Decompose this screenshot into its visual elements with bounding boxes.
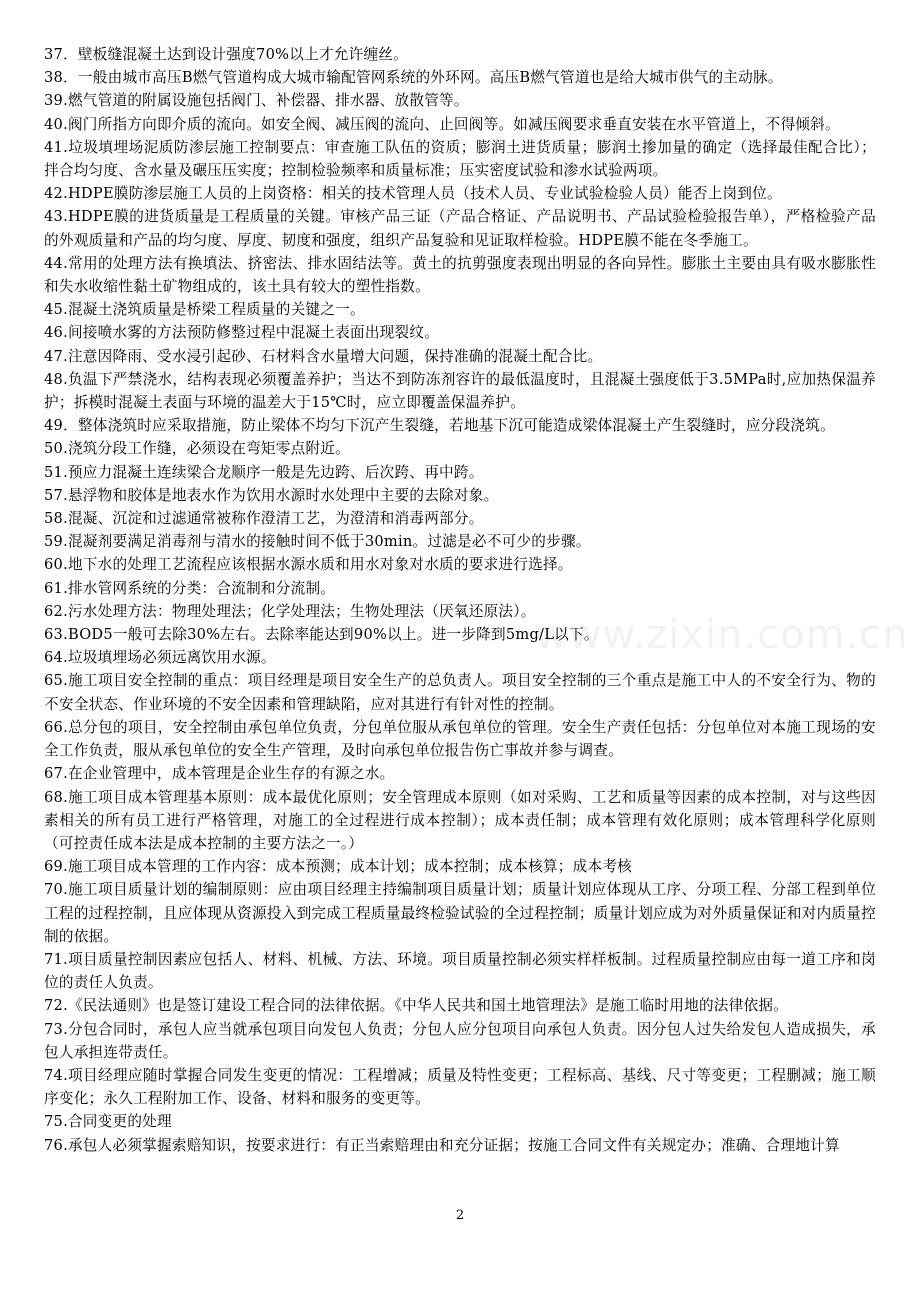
- list-item: 66.总分包的项目，安全控制由承包单位负责，分包单位服从承包单位的管理。安全生产责任包括：分包单位对本施工现场的安全工作负责，服从承包单位的安全生产管理，及时向承包单位报告伤亡事故并参与调查。: [44, 718, 876, 760]
- list-item: 74.项目经理应随时掌握合同发生变更的情况：工程增减；质量及特性变更；工程标高、基线、尺寸等变更；工程删减；施工顺序变化；永久工程附加工作、设备、材料和服务的变更等。: [44, 1066, 876, 1108]
- list-item: 65.施工项目安全控制的重点：项目经理是项目安全生产的总负责人。项目安全控制的三个重点是施工中人的不安全行为、物的不安全状态、作业环境的不安全因素和管理缺陷，应对其进行有针对性的控制。: [44, 672, 876, 713]
- list-item: 68.施工项目成本管理基本原则：成本最优化原则；安全管理成本原则（如对采购、工艺和质量等因素的成本控制，对与这些因素相关的所有员工进行严格管理，对施工的全过程进行成本控制）；成本责任制；成本管理有效化原则；成本管理科学化原则（可控责任成本法是成本控制的主要方法之一。）: [44, 788, 876, 852]
- list-item: 50.浇筑分段工作缝，必须设在弯矩零点附近。: [44, 440, 350, 458]
- list-item: 39.燃气管道的附属设施包括阀门、补偿器、排水器、放散管等。: [44, 92, 469, 110]
- list-item: 57.悬浮物和胶体是地表水作为饮用水源时水处理中主要的去除对象。: [44, 486, 499, 504]
- list-item: 58.混凝、沉淀和过滤通常被称作澄清工艺，为澄清和消毒两部分。: [44, 510, 484, 528]
- list-item: 72.《民法通则》也是签订建设工程合同的法律依据。《中华人民共和国土地管理法》是施工临时用地的法律依据。: [44, 997, 789, 1015]
- list-item: 59.混凝剂要满足消毒剂与清水的接触时间不低于30min。过滤是必不可少的步骤。: [44, 533, 591, 551]
- list-item: 70.施工项目质量计划的编制原则：应由项目经理主持编制项目质量计划；质量计划应体现从工序、分项工程、分部工程到单位工程的过程控制，且应体现从资源投入到完成工程质量最终检验试验的全过程控制；质量计划应成为对外质量保证和对内质量控制的依据。: [44, 881, 876, 945]
- list-item: 76.承包人必须掌握索赔知识，按要求进行：有正当索赔理由和充分证据；按施工合同文件有关规定办；准确、合理地计算: [44, 1136, 840, 1154]
- page-number: 2: [455, 1208, 465, 1223]
- list-item: 43.HDPE膜的进货质量是工程质量的关键。审核产品三证（产品合格证、产品说明书、产品试验检验报告单），严格检验产品的外观质量和产品的均匀度、厚度、韧度和强度，组织产品复验和见证取样检验。HDPE膜不能在冬季施工。: [44, 208, 876, 249]
- list-item: 75.合同变更的处理: [44, 1113, 172, 1131]
- list-item: 46.间接喷水雾的方法预防修整过程中混凝土表面出现裂纹。: [44, 324, 440, 342]
- list-item: 49．整体浇筑时应采取措施，防止梁体不均匀下沉产生裂缝，若地基下沉可能造成梁体混凝土产生裂缝时，应分段浇筑。: [44, 417, 835, 435]
- list-item: 63.BOD5一般可去除30%左右。去除率能达到90%以上。进一步降到5mg/L以下。: [44, 626, 599, 644]
- list-item: 61.排水管网系统的分类：合流制和分流制。: [44, 579, 336, 597]
- list-item: 44.常用的处理方法有换填法、挤密法、排水固结法等。黄土的抗剪强度表现出明显的各向异性。膨胀土主要由具有吸水膨胀性和失水收缩性黏土矿物组成的，该土具有较大的塑性指数。: [44, 254, 876, 296]
- list-item: 47.注意因降雨、受水浸引起砂、石材料含水量增大问题，保持准确的混凝土配合比。: [44, 347, 603, 365]
- list-item: 51.预应力混凝土连续梁合龙顺序一般是先边跨、后次跨、再中跨。: [44, 463, 484, 481]
- list-item: 64.垃圾填埋场必须远离饮用水源。: [44, 649, 276, 667]
- list-item: 62.污水处理方法：物理处理法；化学处理法；生物处理法（厌氧还原法）。: [44, 602, 536, 620]
- list-item: 42.HDPE膜防渗层施工人员的上岗资格：相关的技术管理人员（技术人员、专业试验检验人员）能否上岗到位。: [44, 185, 782, 203]
- list-item: 41.垃圾填埋场泥质防渗层施工控制要点：审查施工队伍的资质；膨润土进货质量；膨润土掺加量的确定（选择最佳配合比）；拌合均匀度、含水量及碾压压实度；控制检验频率和质量标准；压实密度试验和渗水试验两项。: [44, 138, 876, 180]
- list-item: 38．一般由城市高压B燃气管道构成大城市输配管网系统的外环网。高压B燃气管道也是给大城市供气的主动脉。: [44, 69, 783, 87]
- list-item: 60.地下水的处理工艺流程应该根据水源水质和用水对象对水质的要求进行选择。: [44, 556, 573, 574]
- list-item: 73.分包合同时，承包人应当就承包项目向发包人负责；分包人应分包项目向承包人负责。因分包人过失给发包人造成损失，承包人承担连带责任。: [44, 1020, 876, 1061]
- list-item: 71.项目质量控制因素应包括人、材料、机械、方法、环境。项目质量控制必须实样样板制。过程质量控制应由每一道工序和岗位的责任人负责。: [44, 950, 876, 992]
- list-item: 45.混凝土浇筑质量是桥梁工程质量的关键之一。: [44, 301, 365, 319]
- numbered-item-list: [44, 43, 876, 1157]
- list-item: 69.施工项目成本管理的工作内容：成本预测；成本计划；成本控制；成本核算；成本考核: [44, 858, 633, 876]
- list-item: 67.在企业管理中，成本管理是企业生存的有源之水。: [44, 765, 395, 783]
- list-item: 40.阀门所指方向即介质的流向。如安全阀、减压阀的流向、止回阀等。如减压阀要求垂直安装在水平管道上，不得倾斜。: [44, 115, 840, 133]
- watermark: www.zixin.com.cn: [535, 612, 909, 658]
- list-item: 48.负温下严禁浇水，结构表现必须覆盖养护；当达不到防冻剂容许的最低温度时，且混凝土强度低于3.5MPa时,应加热保温养护；拆模时混凝土表面与环境的温差大于15℃时，应立即覆盖保温养护。: [44, 370, 876, 412]
- list-item: 37．壁板缝混凝土达到设计强度70%以上才允许缠丝。: [44, 46, 408, 63]
